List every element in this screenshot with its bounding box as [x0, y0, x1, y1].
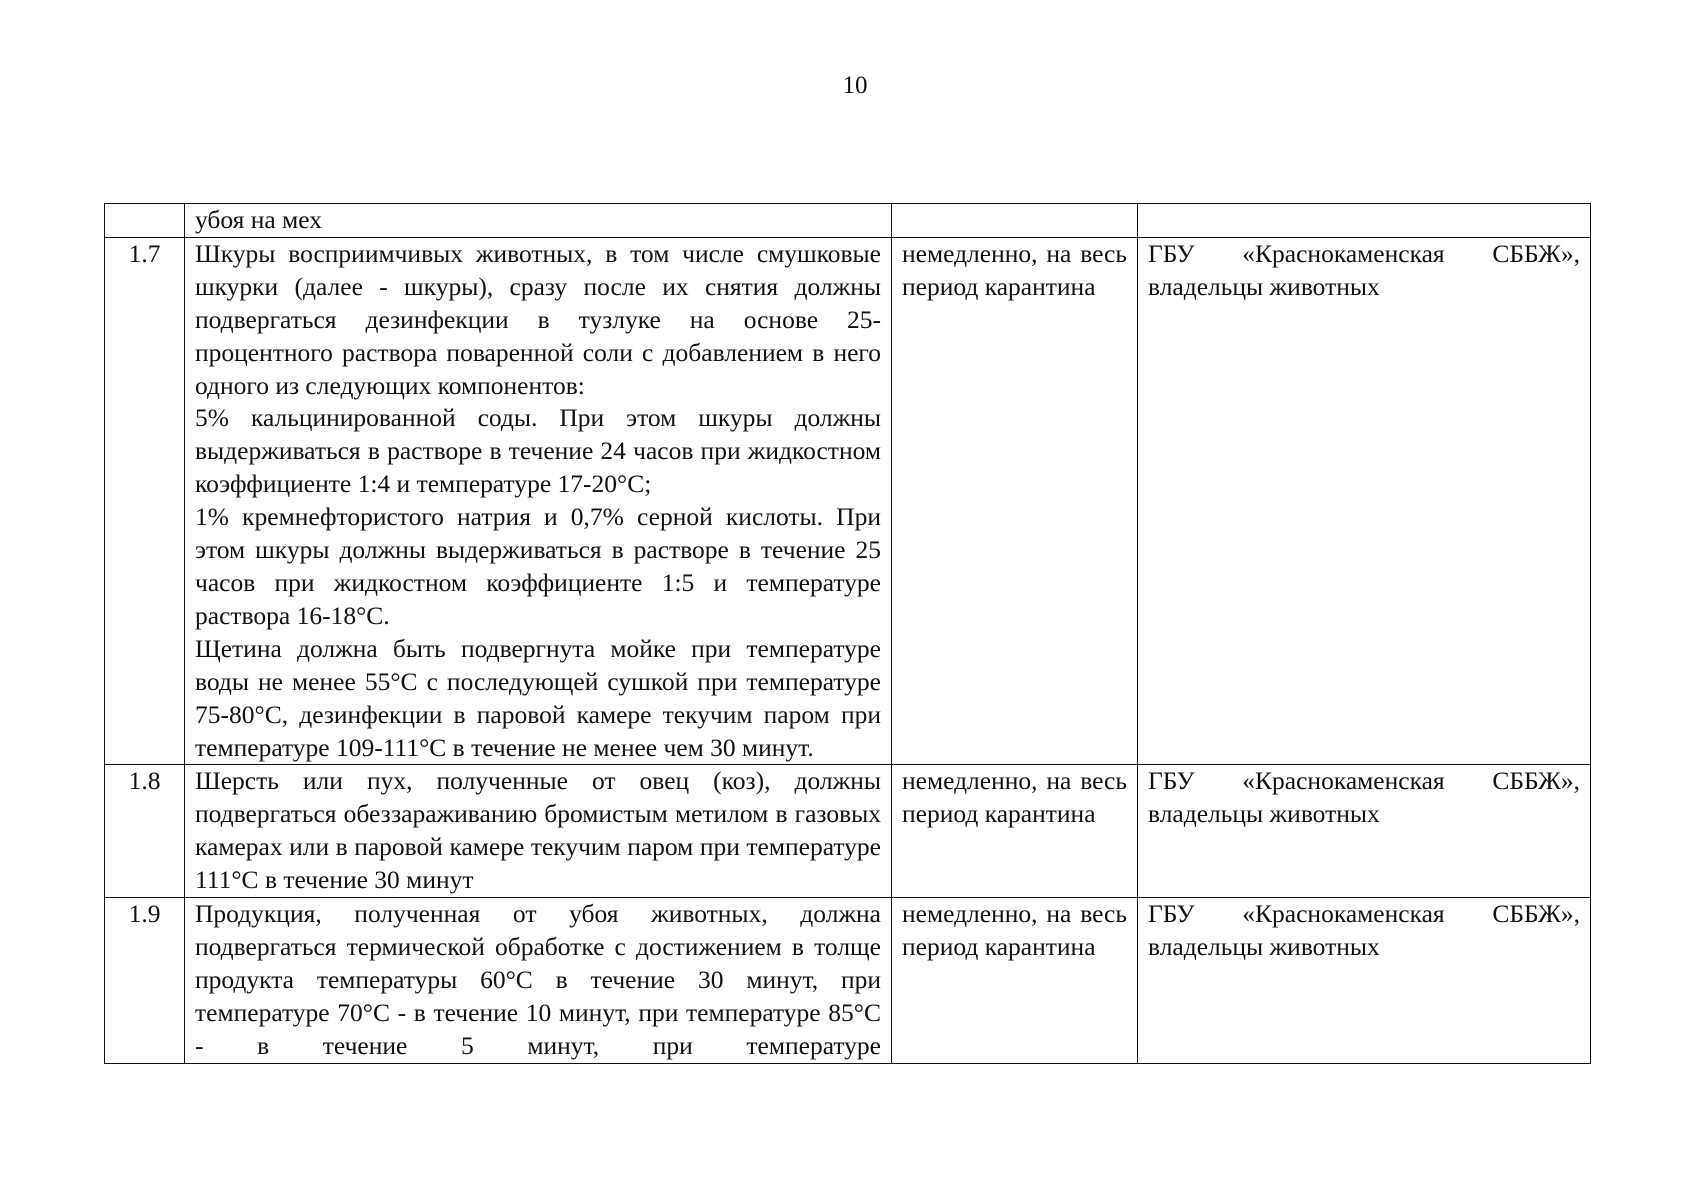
deadline-text: немедленно, на весь период карантина: [902, 899, 1127, 961]
deadline-cell: [892, 765, 1138, 898]
measure-paragraph: 1% кремнефтористого натрия и 0,7% серной кислоты. При этом шкуры должны выдерживаться в растворе в течение 25 часов при жидкостном коэффициенте 1:5 и температуре раствора 16-18°С.: [195, 502, 881, 630]
deadline-cell: [892, 898, 1138, 1064]
measure-text-cell: [185, 204, 892, 238]
measure-text-cell: [185, 765, 892, 898]
responsible-text: ГБУ «Краснокаменская СББЖ», владельцы животных: [1148, 238, 1580, 301]
measure-paragraph: Продукция, полученная от убоя животных, должна подвергаться термической обработке с достижением в толще продукта температуры 60°С в течение 30 минут, при температуре 70°С - в течение 10 минут, при температуре 85°С - в течение 5 минут, при температуре: [195, 899, 881, 1060]
measures-table: [104, 203, 1591, 1064]
deadline-text: немедленно, на весь период карантина: [902, 238, 1127, 301]
responsible-text: ГБУ «Краснокаменская СББЖ», владельцы животных: [1148, 766, 1580, 829]
measure-text-cell: [185, 898, 892, 1064]
responsible-text: ГБУ «Краснокаменская СББЖ», владельцы животных: [1148, 899, 1580, 961]
deadline-cell: [892, 204, 1138, 238]
responsible-cell: [1138, 898, 1591, 1064]
responsible-cell: [1138, 765, 1591, 898]
measure-paragraph: 5% кальцинированной соды. При этом шкуры должны выдерживаться в растворе в течение 24 часов при жидкостном коэффициенте 1:4 и температуре 17-20°С;: [195, 403, 881, 499]
table-row-continuation: [105, 204, 1591, 238]
measure-text-cell: [185, 237, 892, 765]
page-number: 10: [842, 72, 868, 99]
responsible-cell: [1138, 237, 1591, 765]
row-number-cell: 1.8: [105, 765, 185, 898]
measure-paragraph: Шкуры восприимчивых животных, в том числе смушковые шкурки (далее - шкуры), сразу после их снятия должны подвергаться дезинфекции в тузлуке на основе 25-процентного раствора поваренной соли с добавлением в него одного из следующих компонентов:: [195, 238, 881, 400]
responsible-cell: [1138, 204, 1591, 238]
row-number-cell: 1.7: [105, 237, 185, 765]
measure-paragraph: Шерсть или пух, полученные от овец (коз), должны подвергаться обеззараживанию бромистым метилом в газовых камерах или в паровой камере текучим паром при температуре 111°С в течение 30 минут: [195, 766, 881, 895]
table-row: [105, 765, 1591, 898]
row-number-cell: [105, 204, 185, 238]
table-row: [105, 237, 1591, 765]
measure-text: убоя на мех: [195, 205, 322, 234]
deadline-text: немедленно, на весь период карантина: [902, 766, 1127, 829]
deadline-cell: [892, 237, 1138, 765]
row-number-cell: 1.9: [105, 898, 185, 1064]
table-row: [105, 898, 1591, 1064]
measure-paragraph: Щетина должна быть подвергнута мойке при температуре воды не менее 55°С с последующей сушкой при температуре 75-80°С, дезинфекции в паровой камере текучим паром при температуре 109-111°С в течение не менее чем 30 минут.: [195, 633, 881, 762]
